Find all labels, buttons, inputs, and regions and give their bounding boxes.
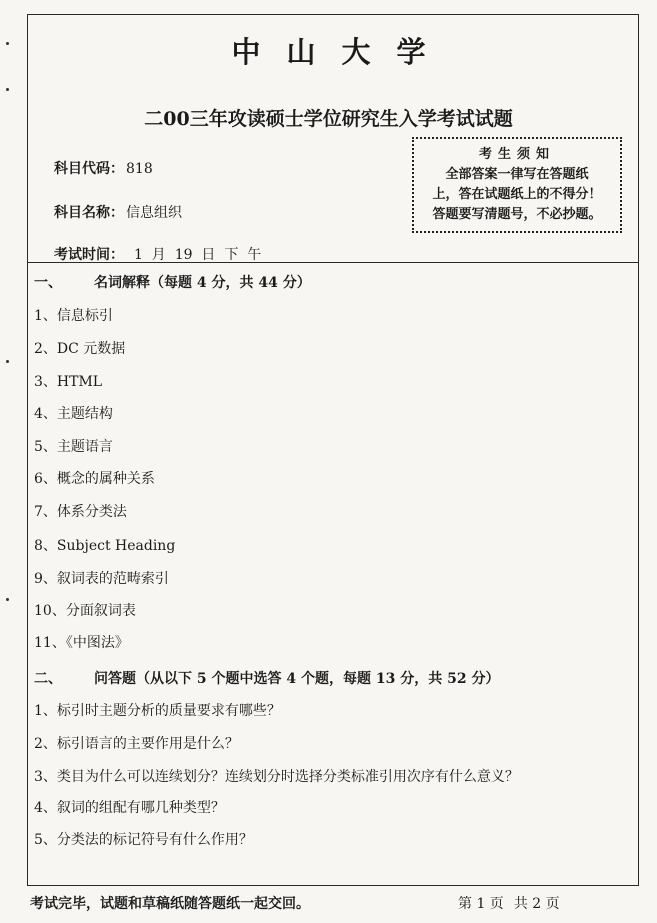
scan-mark [6,598,9,601]
notice-line: 答题要写清题号，不必抄题。 [432,207,602,222]
notice-title: 考生须知 [478,147,555,162]
question-item: 9、叙词表的范畴索引 [34,571,169,587]
exam-time-value: 1 月 19 日 下 午 [134,247,262,263]
question-item: 2、DC 元数据 [34,341,126,357]
scan-mark [6,88,9,91]
question-item: 4、叙词的组配有哪几种类型？ [34,800,225,816]
question-item: 11、《中图法》 [34,635,129,651]
subject-name [54,202,182,222]
notice-line: 全部答案一律写在答题纸 [445,167,589,182]
question-item: 1、标引时主题分析的质量要求有哪些？ [34,703,281,719]
question-item: 8、Subject Heading [34,538,176,554]
question-item: 4、主题结构 [34,406,113,422]
question-item: 2、标引语言的主要作用是什么？ [34,736,239,752]
question-item: 5、分类法的标记符号有什么作用？ [34,832,253,848]
section-heading [34,668,499,688]
question-item: 1、信息标引 [34,308,113,324]
subject-name-value: 信息组织 [126,205,182,221]
subject-code [54,158,153,178]
page-current: 第 1 页 [458,896,504,912]
section-heading [34,272,311,292]
exam-time-label: 考试时间： [54,247,124,263]
divider [27,262,639,263]
university-name: 中山大学 [231,35,452,69]
section-number: 二、 [34,671,62,687]
footer-instruction: 考试完毕，试题和草稿纸随答题纸一起交回。 [30,896,310,912]
question-item: 3、类目为什么可以连续划分？连续划分时选择分类标准引用次序有什么意义？ [34,769,519,785]
question-item: 5、主题语言 [34,439,113,455]
page-indicator [458,893,570,913]
subject-name-label: 科目名称： [54,205,124,221]
question-item: 3、HTML [34,374,103,390]
candidate-notice-box [412,137,622,233]
question-item: 7、体系分类法 [34,504,127,520]
question-item: 6、概念的属种关系 [34,471,155,487]
section-title: 名词解释（每题 4 分，共 44 分） [94,275,311,291]
section-title: 问答题（从以下 5 个题中选答 4 个题，每题 13 分，共 52 分） [94,671,500,687]
subject-code-value: 818 [126,161,153,177]
scan-mark [6,360,9,363]
section-number: 一、 [34,275,62,291]
question-item: 10、分面叙词表 [34,603,136,619]
exam-title: 二00三年攻读硕士学位研究生入学考试试题 [144,108,513,130]
exam-time [54,244,261,264]
notice-line: 上，答在试题纸上的不得分！ [432,187,602,202]
subject-code-label: 科目代码： [54,161,124,177]
page-total: 共 2 页 [513,896,560,912]
